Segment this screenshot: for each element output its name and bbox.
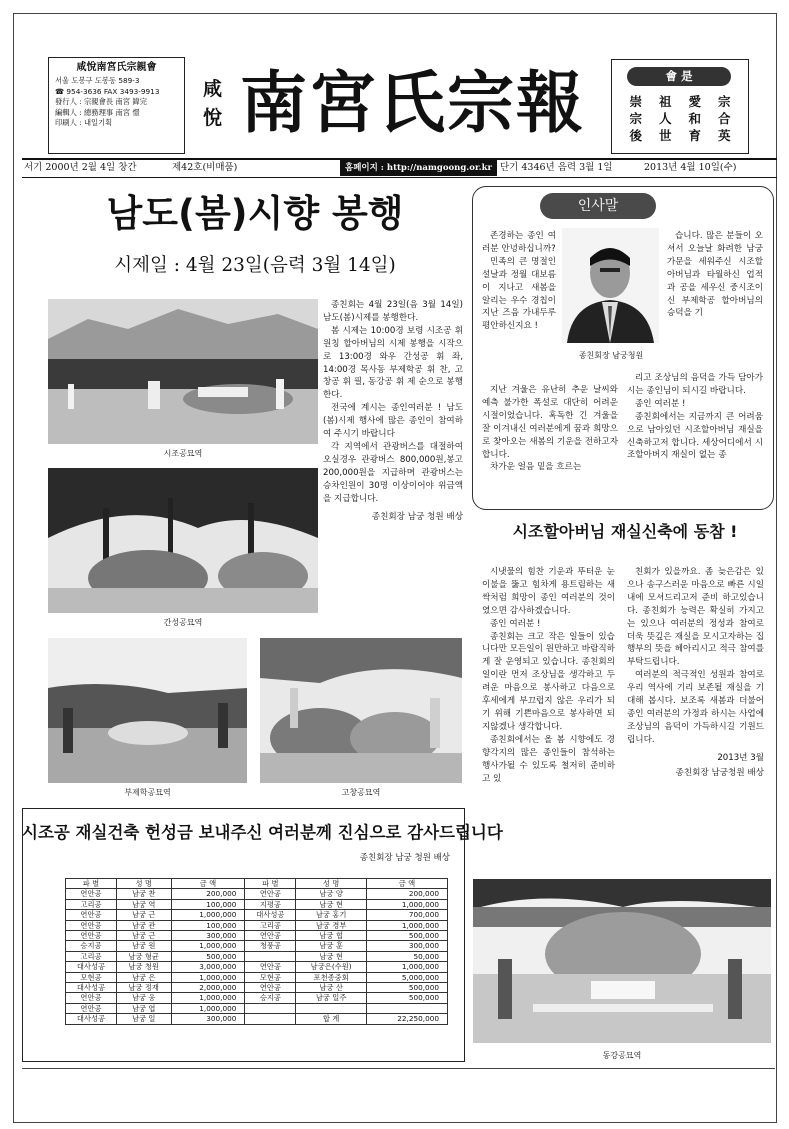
motto-box bbox=[611, 59, 749, 154]
table-cell: 300,000 bbox=[171, 931, 245, 941]
publisher-info-box bbox=[48, 57, 185, 154]
paper-prefix bbox=[203, 75, 225, 133]
motto-char: 育 bbox=[688, 128, 701, 143]
paragraph: 각 지역에서 관광버스를 대절하여 오실경우 관광버스 800,000원,봉고 200,000원을 지급하며 관광버스는 승차인원이 30명 이상이어야 위금액을 지급합니다. bbox=[323, 441, 463, 504]
donation-title: 시조공 재실건축 헌성금 보내주신 여러분께 진심으로 감사드립니다 bbox=[22, 823, 503, 842]
paragraph: 종인 여러분 ! bbox=[490, 618, 541, 629]
photo-caption: 고창공묘역 bbox=[341, 788, 381, 797]
column-header: 금 액 bbox=[171, 879, 245, 889]
donation-table-body bbox=[66, 889, 448, 1024]
table-cell: 300,000 bbox=[366, 941, 447, 951]
photo-caption: 동강공묘역 bbox=[602, 1051, 642, 1060]
table-cell: 200,000 bbox=[366, 889, 447, 899]
table-cell bbox=[296, 1003, 367, 1013]
info-line: 서울 도봉구 도봉동 589-3 bbox=[55, 76, 140, 85]
paragraph: 민족의 큰 명절인 설날과 정월 대보름이 지나고 새봄을 알리는 우수 경칩이 지난 즈음 가내두루 평안하신지요 ! bbox=[482, 256, 556, 332]
table-cell: 연안공 bbox=[66, 1003, 117, 1013]
table-cell: 남궁 훈 bbox=[296, 941, 367, 951]
table-row bbox=[66, 941, 448, 951]
founded-date: 서기 2000년 2월 4일 창간 bbox=[24, 162, 137, 173]
photo-gansung-tomb bbox=[48, 468, 318, 613]
article2-col2 bbox=[627, 566, 764, 780]
article1-body bbox=[323, 299, 463, 523]
table-cell: 남궁은(수원) bbox=[296, 962, 367, 972]
paragraph: 존경하는 종인 여러분 안녕하십니까? bbox=[482, 231, 556, 254]
table-cell: 100,000 bbox=[171, 920, 245, 930]
motto-pill: 會 是 bbox=[627, 67, 731, 86]
signature: 종친회장 남궁 청원 배상 bbox=[371, 511, 463, 522]
paper-title: 南宮氏宗報 bbox=[240, 63, 585, 142]
table-cell: 500,000 bbox=[366, 993, 447, 1003]
table-cell: 연안공 bbox=[66, 993, 117, 1003]
table-cell: 포천종중회 bbox=[296, 972, 367, 982]
photo-sijo-tomb bbox=[48, 299, 318, 444]
table-cell: 남궁 현 bbox=[296, 899, 367, 909]
motto-char: 愛 bbox=[688, 94, 701, 109]
table-cell: 500,000 bbox=[366, 931, 447, 941]
info-line: 印刷人 : 내일기획 bbox=[55, 118, 113, 127]
table-row bbox=[66, 993, 448, 1003]
table-row bbox=[66, 972, 448, 982]
motto-char: 和 bbox=[688, 111, 701, 126]
table-header-row bbox=[66, 879, 448, 889]
table-cell: 남궁 웅 bbox=[116, 993, 171, 1003]
table-cell: 대사성공 bbox=[66, 962, 117, 972]
table-cell: 22,250,000 bbox=[366, 1014, 447, 1024]
table-cell: 남궁 양 bbox=[296, 889, 367, 899]
table-cell: 연안공 bbox=[66, 910, 117, 920]
table-cell: 대사성공 bbox=[66, 1014, 117, 1024]
table-cell bbox=[245, 1014, 296, 1024]
photo-caption: 부제학공묘역 bbox=[124, 788, 171, 797]
table-cell: 남궁 정재 bbox=[116, 983, 171, 993]
paragraph: 봄 시제는 10:00경 보령 시조공 휘 원칭 할아버님의 시제 봉행을 시작으로 13:00경 와우 간성공 휘 좌, 14:00경 목사동 부제학공 휘 찬, 고창공 휘 필, 동강공 휘 제 순으로 봉행한다. bbox=[323, 325, 463, 401]
table-cell: 청풍공 bbox=[245, 941, 296, 951]
article2-col1 bbox=[482, 566, 615, 785]
table-cell: 남궁 산 bbox=[296, 983, 367, 993]
motto-grid bbox=[621, 93, 739, 144]
lunar-date: 단기 4346년 음력 3월 1일 bbox=[500, 162, 613, 173]
issue-number: 제42호(비매품) bbox=[172, 162, 238, 173]
donation-table bbox=[65, 878, 448, 1025]
photo-caption: 간성공묘역 bbox=[163, 618, 203, 627]
table-row bbox=[66, 962, 448, 972]
org-name: 咸悅南宮氏宗親會 bbox=[76, 62, 157, 73]
table-cell bbox=[245, 1003, 296, 1013]
table-cell: 500,000 bbox=[366, 983, 447, 993]
table-cell: 고리공 bbox=[66, 951, 117, 961]
table-cell: 남궁 찬 bbox=[116, 889, 171, 899]
issue-date: 2013년 4월 10일(수) bbox=[644, 162, 737, 173]
paragraph: 차가운 얼음 밑을 흐르는 bbox=[490, 462, 582, 473]
paragraph: 습니다. 많은 분들이 오셔서 오늘날 화려한 남궁가문을 세워주신 시조할아버님과 타월하신 업적과 공을 세우신 중시조이신 부제학공 할아버님의 승덕을 기 bbox=[667, 231, 763, 319]
table-cell: 연안공 bbox=[245, 962, 296, 972]
motto-char: 世 bbox=[658, 128, 672, 143]
table-cell: 1,000,000 bbox=[366, 962, 447, 972]
table-row bbox=[66, 899, 448, 909]
table-cell: 남궁 원 bbox=[116, 941, 171, 951]
motto-char: 人 bbox=[658, 111, 672, 126]
table-cell: 1,000,000 bbox=[171, 1003, 245, 1013]
table-cell: 지평공 bbox=[245, 899, 296, 909]
table-cell: 남궁 협 bbox=[296, 931, 367, 941]
table-cell: 대사성공 bbox=[66, 983, 117, 993]
table-cell: 남궁 홍기 bbox=[296, 910, 367, 920]
table-row bbox=[66, 889, 448, 899]
paragraph: 종친회는 크고 작은 일들이 있습니다만 모든일이 원만하고 바람직하게 잘 운영되고 있습니다. 종친회의 일이란 먼저 조상님을 생각하고 두려운 마음으로 봉사하고 다음으로 후세에게 부끄럽지 않은 우리가 되기 위해 기쁜마음으로 봉사하면 되지않겠나 생각합니다. bbox=[482, 631, 615, 732]
table-row bbox=[66, 920, 448, 930]
table-cell: 200,000 bbox=[171, 889, 245, 899]
paragraph: 종친회에서는 지금까지 큰 어려움으로 남아있던 시조할아버님 재실을 신축하고저 합니다. 세상어디에서 시조할아버지 재실이 없는 종 bbox=[627, 411, 763, 461]
table-cell bbox=[245, 951, 296, 961]
homepage-link[interactable]: 홈페이지 : http://namgoong.or.kr bbox=[340, 160, 497, 176]
table-cell: 남궁 근 bbox=[116, 910, 171, 920]
greeting-right-col bbox=[667, 230, 763, 320]
table-cell: 남궁 경부 bbox=[296, 920, 367, 930]
prefix-char: 咸 bbox=[203, 78, 223, 100]
chairman-photo bbox=[562, 228, 659, 343]
table-row bbox=[66, 951, 448, 961]
table-cell: 50,000 bbox=[366, 951, 447, 961]
table-cell: 남궁 은 bbox=[116, 972, 171, 982]
table-cell: 1,000,000 bbox=[171, 941, 245, 951]
greeting-lower-right bbox=[627, 372, 763, 462]
subheadline: 시제일 : 4월 23일(음력 3월 14일) bbox=[114, 255, 396, 276]
info-line: ☎ 954-3636 FAX 3493-9913 bbox=[55, 86, 160, 96]
table-row bbox=[66, 983, 448, 993]
table-cell: 남궁 청원 bbox=[116, 962, 171, 972]
table-row bbox=[66, 1014, 448, 1024]
table-cell: 모현공 bbox=[245, 972, 296, 982]
table-cell: 1,000,000 bbox=[366, 899, 447, 909]
prefix-char: 悅 bbox=[203, 107, 223, 129]
greeting-lower-left bbox=[482, 384, 618, 474]
column-header: 금 액 bbox=[366, 879, 447, 889]
table-cell: 연안공 bbox=[245, 931, 296, 941]
headline: 남도(봄)시향 봉행 bbox=[106, 192, 404, 235]
motto-char: 宗 bbox=[629, 111, 642, 126]
paragraph: 전국에 계시는 종인여러분 ! 남도(봄)시제 행사에 많은 종인이 참여하여 주시기 바랍니다 bbox=[323, 403, 463, 440]
info-line: 發行人 : 宗親會長 南宮 鍏完 bbox=[55, 97, 148, 106]
bottom-rule bbox=[22, 1068, 775, 1069]
table-cell: 연안공 bbox=[66, 920, 117, 930]
column-header: 파 별 bbox=[66, 879, 117, 889]
motto-char: 英 bbox=[717, 128, 731, 143]
paragraph: 종친회는 4월 23일(음 3월 14일)남도(봄)시제를 봉행한다. bbox=[323, 300, 463, 323]
table-cell: 연안공 bbox=[66, 931, 117, 941]
table-cell: 남궁 형균 bbox=[116, 951, 171, 961]
info-line: 編輯人 : 總務理事 南宮 憬 bbox=[55, 107, 140, 117]
signature: 종친회장 남궁청원 배상 bbox=[675, 767, 764, 778]
greeting-title: 인사말 bbox=[540, 193, 656, 219]
table-cell: 1,000,000 bbox=[171, 972, 245, 982]
paragraph: 친회가 있을까요. 좀 늦은감은 있으나 송구스러운 마음으로 빠른 시일내에 모셔드리고저 준비 하고있습니다. 종친회가 능력은 확실히 가지고는 있으나 여러분의 정성과 참여로 더욱 뜻깊은 재실을 모시고자하는 집행부의 뜻을 헤아리시고 적극 참여를 부탁드립니다. bbox=[627, 567, 764, 668]
paragraph: 종인 여러분 ! bbox=[635, 398, 686, 409]
table-cell: 모현공 bbox=[66, 972, 117, 982]
table-cell: 남궁 현 bbox=[296, 951, 367, 961]
table-cell: 1,000,000 bbox=[171, 993, 245, 1003]
table-cell: 남궁 엽 bbox=[116, 1003, 171, 1013]
column-header: 성 명 bbox=[116, 879, 171, 889]
motto-char: 合 bbox=[717, 111, 731, 126]
table-cell: 승지공 bbox=[245, 993, 296, 1003]
photo-gochang-tomb bbox=[260, 638, 462, 783]
dateline bbox=[22, 158, 777, 178]
table-cell: 연안공 bbox=[245, 889, 296, 899]
greeting-left-col bbox=[482, 230, 556, 333]
table-cell: 연안공 bbox=[245, 983, 296, 993]
donation-signature: 종친회장 남궁 청원 배상 bbox=[359, 853, 450, 863]
table-cell: 고리공 bbox=[245, 920, 296, 930]
table-row bbox=[66, 1003, 448, 1013]
table-cell: 남궁 일주 bbox=[296, 993, 367, 1003]
table-row bbox=[66, 910, 448, 920]
table-cell: 남궁 관 bbox=[116, 920, 171, 930]
table-cell: 연안공 bbox=[66, 889, 117, 899]
motto-char: 後 bbox=[629, 128, 642, 143]
table-cell: 3,000,000 bbox=[171, 962, 245, 972]
table-cell: 300,000 bbox=[171, 1014, 245, 1024]
table-cell: 1,000,000 bbox=[366, 920, 447, 930]
paragraph: 리고 조상님의 음덕을 가득 담아가시는 종인님이 되시길 바랍니다. bbox=[627, 373, 763, 396]
table-cell: 700,000 bbox=[366, 910, 447, 920]
table-cell: 대사성공 bbox=[245, 910, 296, 920]
photo-caption: 시조공묘역 bbox=[163, 449, 203, 458]
table-cell: 승지공 bbox=[66, 941, 117, 951]
table-row bbox=[66, 931, 448, 941]
photo-donggang-tomb bbox=[473, 879, 771, 1043]
table-cell: 고리공 bbox=[66, 899, 117, 909]
table-cell: 1,000,000 bbox=[171, 910, 245, 920]
photo-caption: 종친회장 남궁청원 bbox=[578, 351, 644, 360]
paragraph: 종친회에서는 올 봄 시향에도 경향각지의 많은 종인들이 참석하는 행사가될 수 있도록 철저히 준비하고 있 bbox=[482, 734, 615, 784]
motto-char: 祖 bbox=[658, 94, 672, 109]
table-cell: 5,000,000 bbox=[366, 972, 447, 982]
photo-bujehak-tomb bbox=[48, 638, 247, 783]
column-header: 파 별 bbox=[245, 879, 296, 889]
article2-headline: 시조할아버님 재실신축에 동참 ! bbox=[512, 522, 738, 541]
table-cell: 100,000 bbox=[171, 899, 245, 909]
article2-date: 2013년 3월 bbox=[717, 752, 764, 763]
table-cell: 2,000,000 bbox=[171, 983, 245, 993]
table-cell: 남궁 일 bbox=[116, 1014, 171, 1024]
column-header: 성 명 bbox=[296, 879, 367, 889]
motto-char: 崇 bbox=[629, 94, 642, 109]
table-cell: 남궁 근 bbox=[116, 931, 171, 941]
paragraph: 시냇물의 힘찬 기운과 뚜터운 눈 이불을 뚫고 힘차게 용트림하는 새싹처럼 희망이 종인 여러분의 것이였으면 감사하겠습니다. bbox=[482, 567, 615, 616]
paragraph: 지난 겨울은 유난히 추운 날씨와 예측 불가한 폭설로 대단히 어려운 시절이었습니다. 혹독한 긴 겨울을 잘 이겨내신 여러분에게 꿈과 희망으로 찾아오는 새봄의 기운을 전하고자 합니다. bbox=[482, 385, 618, 460]
table-cell: 남궁 역 bbox=[116, 899, 171, 909]
motto-char: 宗 bbox=[717, 94, 731, 109]
table-cell: 합 계 bbox=[296, 1014, 367, 1024]
table-cell bbox=[366, 1003, 447, 1013]
table-cell: 500,000 bbox=[171, 951, 245, 961]
paragraph: 여러분의 적극적인 성원과 참여로 우리 역사에 기리 보존될 재실을 기대해 봅시다. 보조록 새봄과 더불어 종인 여러분의 가정과 하시는 사업에 조상님의 음덕이 가득하시길 기원드립니다. bbox=[627, 670, 764, 745]
